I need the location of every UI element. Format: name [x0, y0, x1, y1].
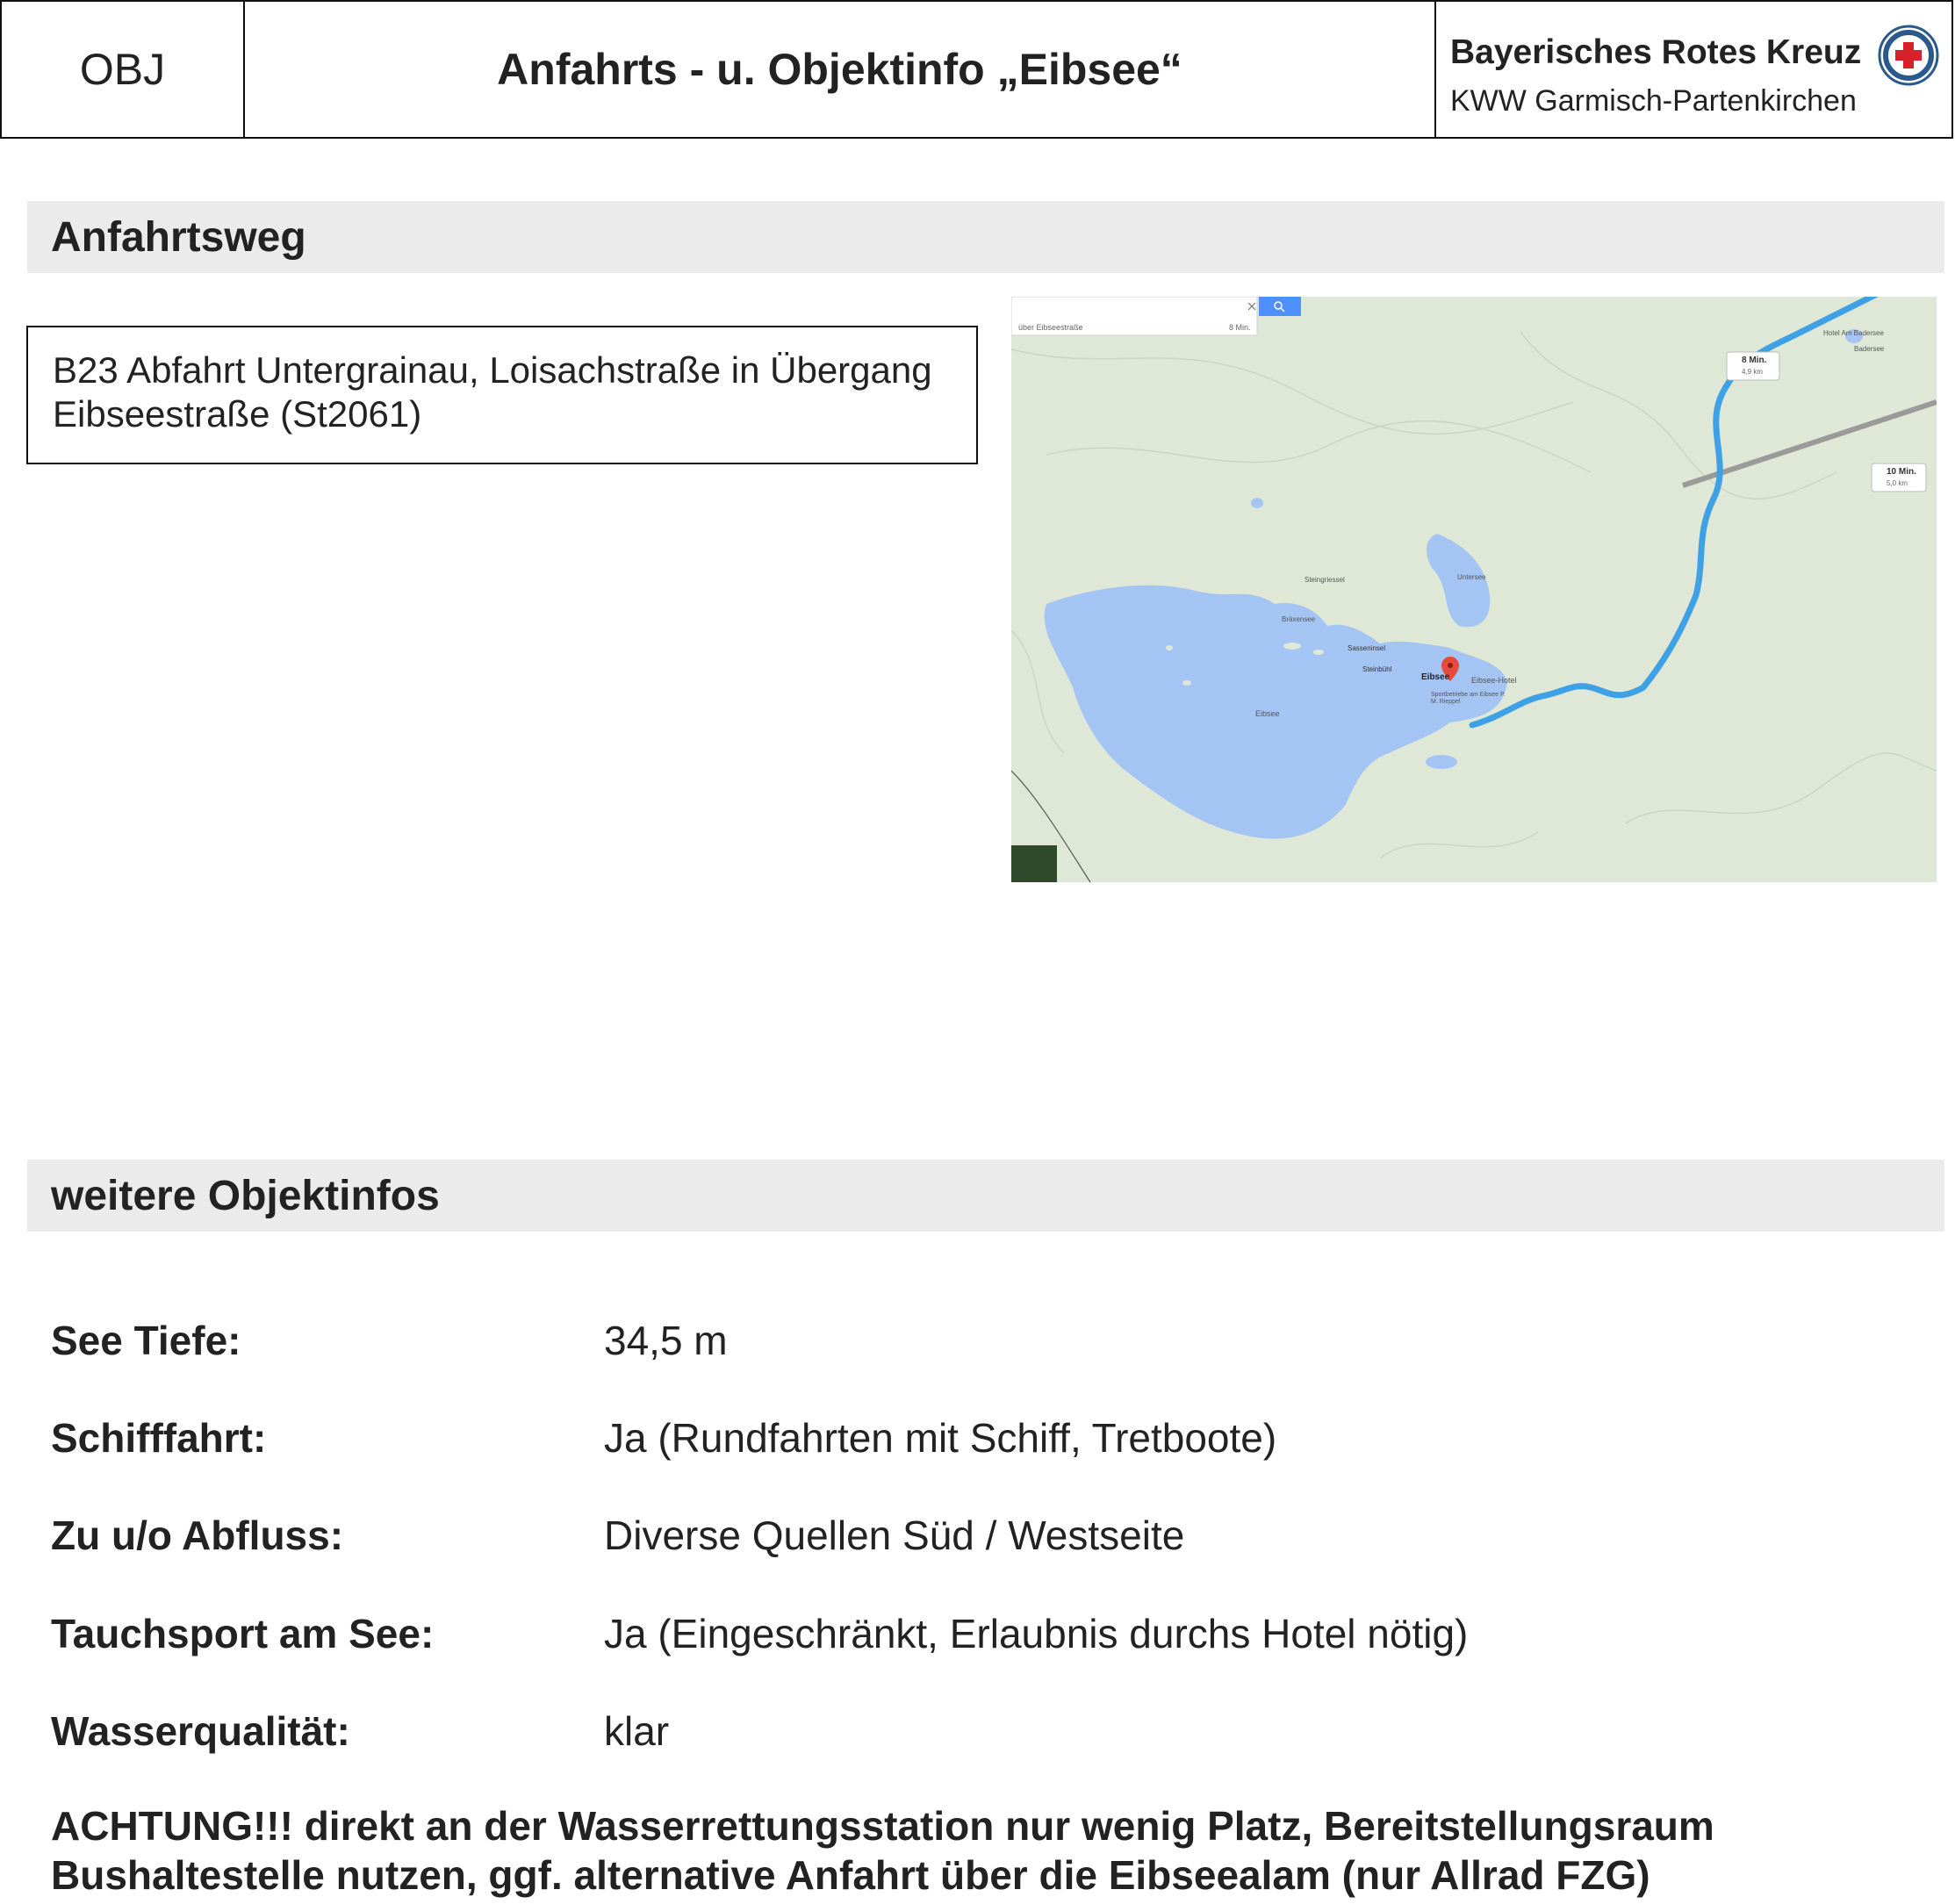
info-row-diving: [51, 1610, 1938, 1663]
info-label: Zu u/o Abfluss:: [51, 1512, 344, 1558]
info-value: Ja (Rundfahrten mit Schiff, Tretboote): [604, 1415, 1277, 1461]
header: [0, 0, 1953, 139]
route-2-time: 10 Min.: [1887, 467, 1916, 477]
satellite-toggle[interactable]: [1011, 845, 1057, 882]
route-map[interactable]: [1011, 297, 1937, 882]
info-section-heading: weitere Objektinfos: [27, 1160, 1944, 1232]
document-title: Anfahrts - u. Objektinfo „Eibsee“: [245, 2, 1436, 137]
map-search-button[interactable]: [1259, 297, 1301, 316]
steinbuehl-label: Steinbühl: [1362, 665, 1392, 673]
organization-unit: KWW Garmisch-Partenkirchen: [1450, 84, 1857, 118]
route-section-heading: Anfahrtsweg: [27, 201, 1944, 273]
frillensee-lake: [1426, 755, 1457, 769]
badersee-label: Badersee: [1854, 345, 1885, 353]
info-row-inflow: [51, 1512, 1938, 1564]
route-1-time: 8 Min.: [1742, 356, 1767, 365]
sasseninsel-label: Sasseninsel: [1348, 644, 1386, 652]
document-code: OBJ: [2, 2, 245, 137]
hotel-label: Eibsee-Hotel: [1471, 676, 1517, 685]
map-search-time: 8 Min.: [1229, 323, 1251, 332]
info-label: Wasserqualität:: [51, 1708, 350, 1754]
pond: [1251, 498, 1263, 508]
braxensee-label: Bräxensee: [1282, 615, 1316, 623]
info-label: Schifffahrt:: [51, 1415, 267, 1461]
warning-line-2: Bushaltestelle nutzen, ggf. alternative Anfahrt über die Eibseealam (nur Allrad FZG): [51, 1852, 1650, 1898]
lake-label: Eibsee: [1255, 709, 1280, 718]
info-value: 34,5 m: [604, 1318, 728, 1363]
route-description: B23 Abfahrt Untergrainau, Loisachstraße in Übergang Eibseestraße (St2061): [26, 326, 978, 464]
sport-label: Sportbetriebe am Eibsee P. M. Rieppel: [1431, 692, 1506, 705]
info-row-water-quality: [51, 1707, 1938, 1760]
info-value: Ja (Eingeschränkt, Erlaubnis durchs Hotel nötig): [604, 1611, 1469, 1656]
info-row-depth: [51, 1317, 1938, 1369]
warning-line-1: ACHTUNG!!! direkt an der Wasserrettungsstation nur wenig Platz, Bereitstellungsraum: [51, 1803, 1714, 1849]
marker-label: Eibsee: [1421, 672, 1450, 682]
warning-note: [51, 1801, 1938, 1900]
red-cross-emblem-icon: [1878, 25, 1939, 86]
steingriessel-label: Steingriessel: [1305, 576, 1345, 584]
map-search-route: über Eibseestraße: [1018, 323, 1083, 332]
info-label: Tauchsport am See:: [51, 1611, 435, 1656]
hotel-north-label: Hotel Am Badersee: [1823, 329, 1884, 337]
route-1-distance: 4,9 km: [1742, 368, 1764, 376]
organization-name: Bayerisches Rotes Kreuz: [1450, 33, 1862, 71]
info-value: Diverse Quellen Süd / Westseite: [604, 1512, 1185, 1558]
untersee-label: Untersee: [1457, 573, 1486, 581]
info-value: klar: [604, 1708, 670, 1754]
route-2-distance: 5,0 km: [1887, 479, 1908, 487]
info-row-shipping: [51, 1414, 1938, 1467]
organization-block: [1436, 2, 1951, 137]
info-label: See Tiefe:: [51, 1318, 241, 1363]
